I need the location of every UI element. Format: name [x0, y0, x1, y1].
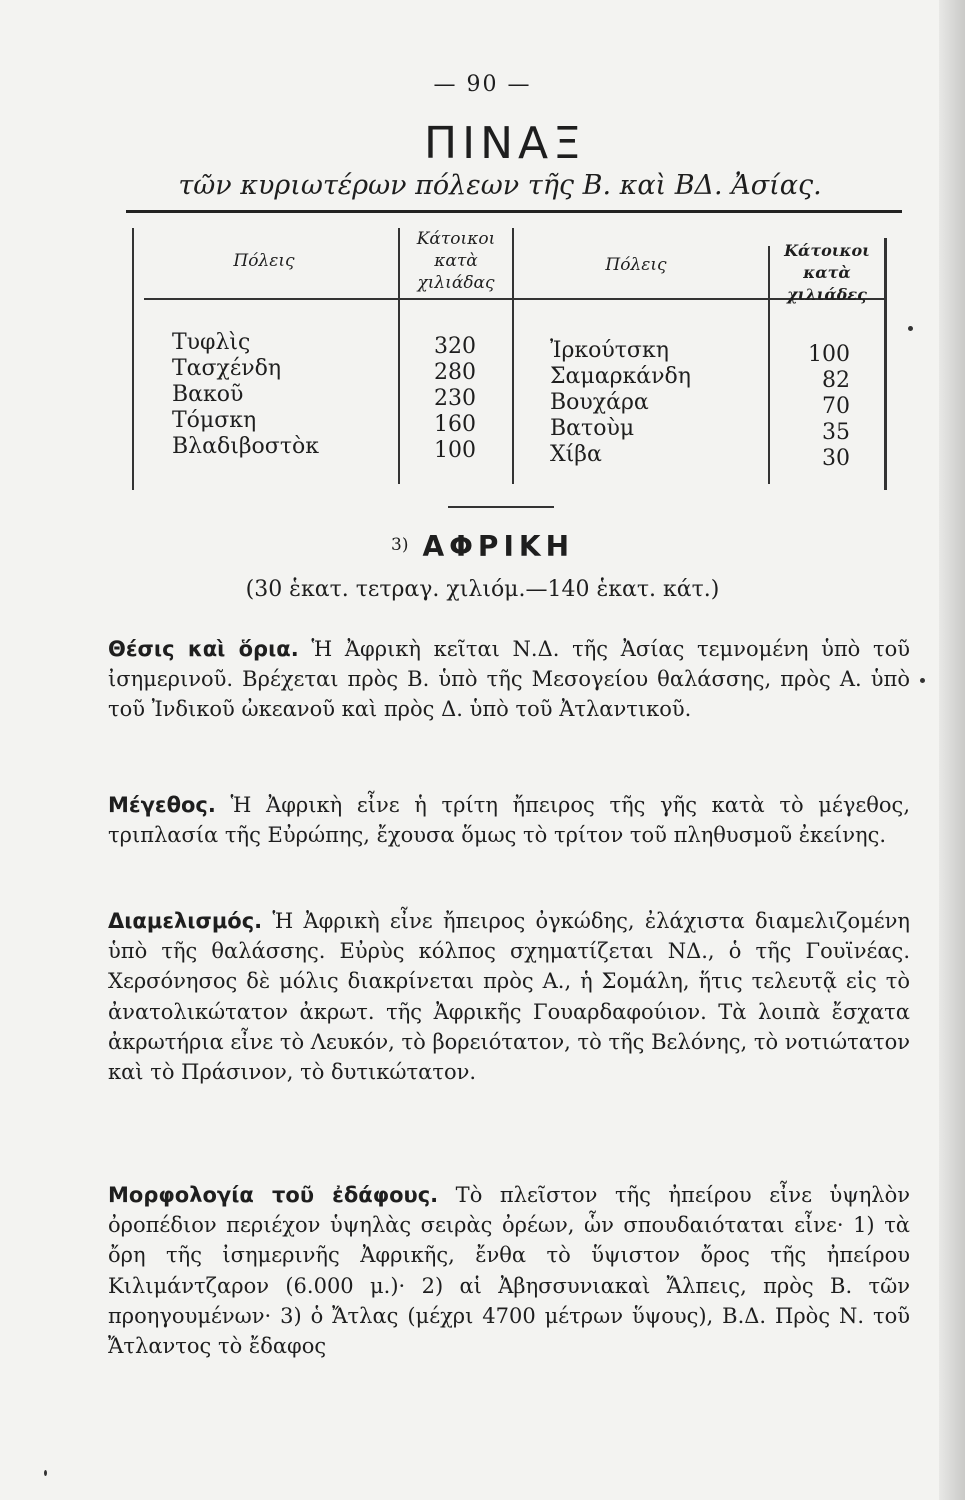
table-title: ΠΙΝΑΞ: [424, 118, 586, 169]
header-cities-left: Πόλεις: [233, 251, 295, 271]
header-cities-right: Πόλεις: [605, 255, 667, 275]
section-number: 3): [391, 534, 409, 555]
list-item: Ἰρκούτσκη: [550, 338, 669, 363]
ink-speck: [44, 1470, 47, 1476]
paragraph-text: Ἡ Ἀφρικὴ εἶνε ἤπειρος ὀγκώδης, ἐλάχιστα διαμελιζομένη ὑπὸ τῆς θαλάσσης. Εὐρὺς κόλπος σχηματίζεται ΝΔ., ὁ τῆς Γουϊνέας. Χερσόνησος δὲ μόλις διακρίνεται πρὸς Α., ἡ Σομάλη, ἥτις τελευτᾷ εἰς τὸ ἀνατολικώτατον ἀκρωτ. τῆς Ἀφρικῆς Γουαρδαφούιον. Τὰ λοιπὰ ἔσχατα ἀκρωτήρια εἶνε τὸ Λευκόν, τὸ βορειότατον, τὸ τῆς Βελόνης, τὸ νοτιώτατον καὶ τὸ Πράσινον, τὸ δυτικώτατον.: [108, 909, 910, 1085]
paragraph-text: Ἡ Ἀφρικὴ κεῖται Ν.Δ. τῆς Ἀσίας τεμνομένη ὑπὸ τοῦ ἰσημερινοῦ. Βρέχεται πρὸς Β. ὑπὸ τῆς Μεσογείου θαλάσσης, πρὸς Α. ὑπὸ τοῦ Ἰνδικοῦ ὠκεανοῦ καὶ πρὸς Δ. ὑπὸ τοῦ Ἀτλαντικοῦ.: [108, 637, 910, 722]
header-inhabitants-left: Κάτοικοι κατὰ χιλιάδας: [416, 229, 496, 293]
right-value-list: [784, 342, 850, 472]
table-border-left: [132, 228, 134, 490]
header-inhabitants-right: Κάτοικοι κατὰ χιλιάδες: [784, 241, 870, 304]
section-heading: [0, 530, 965, 563]
list-item: 230: [434, 386, 476, 411]
list-item: 160: [434, 412, 476, 437]
paragraph-heading: Μορφολογία τοῦ ἐδάφους.: [108, 1183, 439, 1207]
left-city-list: [172, 330, 392, 460]
list-item: 100: [434, 438, 476, 463]
list-item: Τόμσκη: [172, 408, 257, 433]
list-item: Τυφλὶς: [172, 330, 251, 355]
section-divider: [448, 506, 554, 508]
right-city-list: [550, 338, 765, 468]
list-item: Σαμαρκάνδη: [550, 364, 691, 389]
paragraph-size: [108, 790, 910, 850]
list-item: Βουχάρα: [550, 390, 649, 415]
top-rule: [126, 210, 902, 213]
list-item: 280: [434, 360, 476, 385]
list-item: Χίβα: [550, 442, 602, 467]
list-item: 35: [822, 420, 850, 445]
table-border-right: [884, 238, 887, 490]
list-item: 70: [822, 394, 850, 419]
list-item: Βακοῦ: [172, 382, 244, 407]
page-edge-shadow: [939, 0, 965, 1500]
list-item: 320: [434, 334, 476, 359]
paragraph-text: Ἡ Ἀφρικὴ εἶνε ἡ τρίτη ἤπειρος τῆς γῆς κατὰ τὸ μέγεθος, τριπλασία τῆς Εὐρώπης, ἔχουσα ὅμως τὸ τρίτον τοῦ πληθυσμοῦ ἐκείνης.: [108, 793, 910, 848]
list-item: Βλαδιβοστὸκ: [172, 434, 319, 459]
column-divider: [398, 228, 400, 484]
section-title: ΑΦΡΙΚΗ: [422, 530, 574, 563]
left-value-list: [412, 334, 476, 464]
ink-speck: [920, 678, 925, 683]
paragraph-heading: Θέσις καὶ ὅρια.: [108, 637, 299, 661]
paragraph-heading: Μέγεθος.: [108, 793, 216, 817]
section-area-note: (30 ἑκατ. τετραγ. χιλιόμ.—140 ἑκατ. κάτ.): [245, 577, 720, 602]
table-subtitle: τῶν κυριωτέρων πόλεων τῆς Β. καὶ ΒΔ. Ἀσίας.: [178, 170, 822, 201]
list-item: 82: [822, 368, 850, 393]
column-divider: [768, 246, 770, 484]
list-item: Βατοὺμ: [550, 416, 635, 441]
paragraph-heading: Διαμελισμός.: [108, 909, 263, 933]
list-item: 100: [808, 342, 850, 367]
cities-table: [132, 228, 887, 490]
column-divider: [512, 228, 514, 484]
ink-speck: [908, 326, 913, 331]
paragraph-relief: [108, 1180, 910, 1361]
page-number: — 90 —: [433, 72, 532, 97]
paragraph-text: Τὸ πλεῖστον τῆς ἠπείρου εἶνε ὑψηλὸν ὀροπέδιον περιέχον ὑψηλὰς σειρὰς ὀρέων, ὧν σπουδαιόταται εἶνε· 1) τὰ ὄρη τῆς ἰσημερινῆς Ἀφρικῆς, ἔνθα τὸ ὕψιστον ὄρος τῆς ἠπείρου Κιλιμάντζαρον (6.000 μ.)· 2) αἱ Ἀβησσυνιακαὶ Ἄλπεις, πρὸς Β. τῶν προηγουμένων· 3) ὁ Ἄτλας (μέχρι 4700 μέτρων ὕψους), Β.Δ. Πρὸς Ν. τοῦ Ἄτλαντος τὸ ἔδαφος: [108, 1183, 911, 1359]
list-item: 30: [822, 446, 850, 471]
paragraph-position-borders: [108, 634, 910, 725]
paragraph-coastline: [108, 906, 910, 1087]
list-item: Τασχένδη: [172, 356, 282, 381]
